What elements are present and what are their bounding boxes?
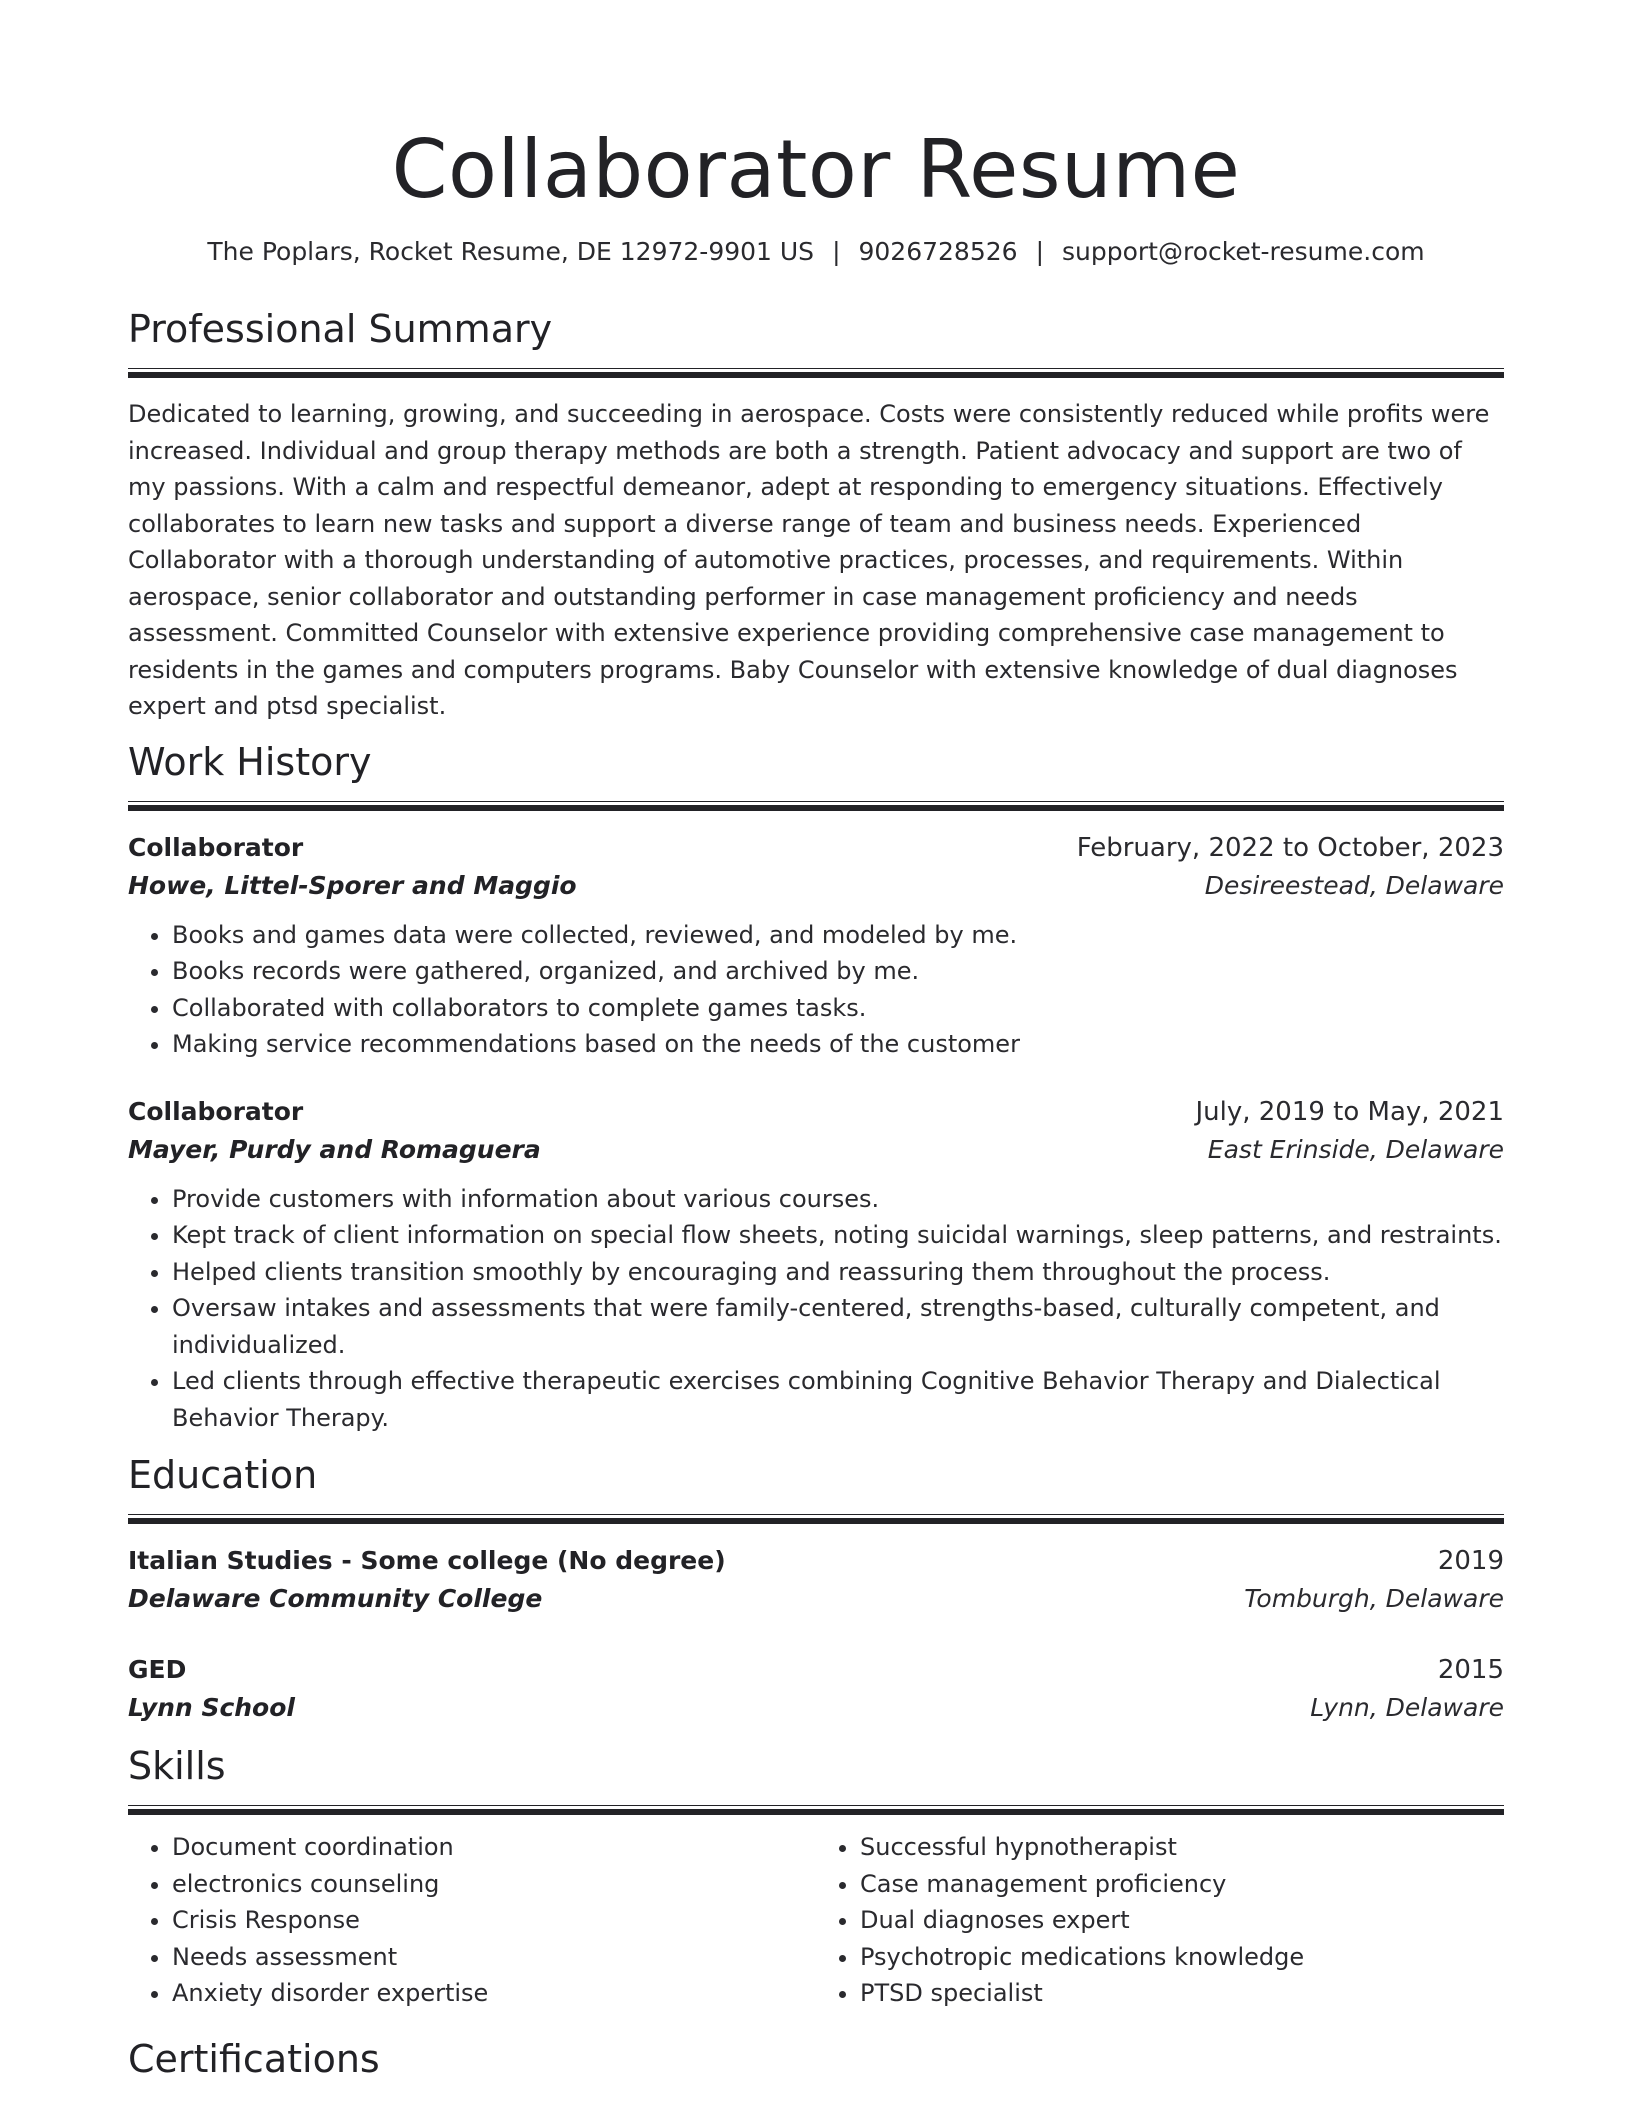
- section-title-education: Education: [128, 1453, 318, 1497]
- list-item: • Collaborated with collaborators to complete games tasks.: [172, 990, 1504, 1027]
- list-item: • Dual diagnoses expert: [860, 1902, 1504, 1939]
- education-location: Lynn, Delaware: [1310, 1693, 1504, 1722]
- skills-list-left: [128, 1829, 816, 2012]
- section-title-summary: Professional Summary: [128, 307, 553, 351]
- list-item: • Books records were gathered, organized, and archived by me.: [172, 953, 1504, 990]
- list-item: • Document coordination: [172, 1829, 816, 1866]
- list-item: • Successful hypnotherapist: [860, 1829, 1504, 1866]
- job-title: Collaborator: [128, 1096, 304, 1126]
- summary-section: [128, 306, 1504, 725]
- resume-page: [128, 0, 1504, 2082]
- education-location: Tomburgh, Delaware: [1244, 1584, 1504, 1613]
- education-school: Lynn School: [128, 1693, 295, 1722]
- section-divider: [128, 801, 1504, 811]
- job-title: Collaborator: [128, 832, 304, 862]
- job-location: Desireestead, Delaware: [1204, 870, 1504, 900]
- list-item: • Provide customers with information about various courses.: [172, 1181, 1504, 1218]
- job-company: Mayer, Purdy and Romaguera: [128, 1134, 541, 1164]
- list-item: • electronics counseling: [172, 1866, 816, 1903]
- education-entry: [128, 1542, 1504, 1618]
- list-item: • Needs assessment: [172, 1939, 816, 1976]
- list-item: • Books and games data were collected, reviewed, and modeled by me.: [172, 917, 1504, 954]
- summary-text: Dedicated to learning, growing, and succeeding in aerospace. Costs were consistently reduced while profits were increased. Individual and group therapy methods are both a strength. Patient advocacy and support are two of my passions. With a calm and respectful demeanor, adept at responding to emergency situations. Effectively collaborates to learn new tasks and support a diverse range of team and business needs. Experienced Collaborator with a thorough understanding of automotive practices, processes, and requirements. Within aerospace, senior collaborator and outstanding performer in case management proficiency and needs assessment. Committed Counselor with extensive experience providing comprehensive case management to residents in the games and computers programs. Baby Counselor with extensive knowledge of dual diagnoses expert and ptsd specialist.: [128, 400, 1490, 720]
- education-year: 2019: [1437, 1546, 1504, 1576]
- list-item: • Led clients through effective therapeutic exercises combining Cognitive Behavior Therapy and Dialectical Behavior Therapy.: [172, 1363, 1504, 1436]
- job-company: Howe, Littel-Sporer and Maggio: [128, 870, 577, 900]
- contact-separator: |: [1035, 237, 1044, 266]
- list-item: • Making service recommendations based on the needs of the customer: [172, 1026, 1504, 1063]
- education-entry: [128, 1651, 1504, 1727]
- list-item: • Anxiety disorder expertise: [172, 1975, 816, 2012]
- resume-name: Collaborator Resume: [391, 123, 1241, 216]
- skills-list-right: [816, 1829, 1504, 2012]
- education-degree: GED: [128, 1655, 187, 1684]
- list-item: • Psychotropic medications knowledge: [860, 1939, 1504, 1976]
- list-item: • Kept track of client information on special flow sheets, noting suicidal warnings, sleep patterns, and restraints.: [172, 1217, 1504, 1254]
- list-item: • Oversaw intakes and assessments that were family-centered, strengths-based, culturally competent, and individualized.: [172, 1290, 1504, 1363]
- skills-section: [128, 1743, 1504, 2012]
- certifications-section: [128, 2036, 1504, 2082]
- contact-phone: 9026728526: [858, 237, 1018, 266]
- contact-line: [128, 236, 1504, 268]
- section-title-work: Work History: [128, 739, 372, 784]
- job-dates: February, 2022 to October, 2023: [1076, 832, 1504, 863]
- contact-email: support@rocket-resume.com: [1062, 237, 1425, 266]
- section-title-certifications: Certifications: [128, 2036, 380, 2081]
- job-duties: [128, 917, 1504, 1063]
- job-location: East Erinside, Delaware: [1207, 1134, 1504, 1164]
- list-item: • PTSD specialist: [860, 1975, 1504, 2012]
- job-dates: July, 2019 to May, 2021: [1195, 1096, 1504, 1127]
- contact-address: The Poplars, Rocket Resume, DE 12972-9901 US: [207, 237, 815, 266]
- education-school: Delaware Community College: [128, 1584, 543, 1613]
- job-duties: [128, 1181, 1504, 1437]
- job-entry: [128, 829, 1504, 1063]
- skills-columns: [128, 1829, 1504, 2012]
- education-year: 2015: [1437, 1655, 1504, 1685]
- education-section: [128, 1452, 1504, 1727]
- education-degree: Italian Studies - Some college (No degree): [128, 1546, 726, 1575]
- section-divider: [128, 1514, 1504, 1524]
- contact-separator: |: [832, 237, 841, 266]
- section-title-skills: Skills: [128, 1744, 226, 1788]
- list-item: • Case management proficiency: [860, 1866, 1504, 1903]
- work-section: [128, 739, 1504, 1437]
- list-item: • Crisis Response: [172, 1902, 816, 1939]
- section-divider: [128, 368, 1504, 378]
- section-divider: [128, 1805, 1504, 1815]
- job-entry: [128, 1093, 1504, 1437]
- list-item: • Helped clients transition smoothly by encouraging and reassuring them throughout the process.: [172, 1254, 1504, 1291]
